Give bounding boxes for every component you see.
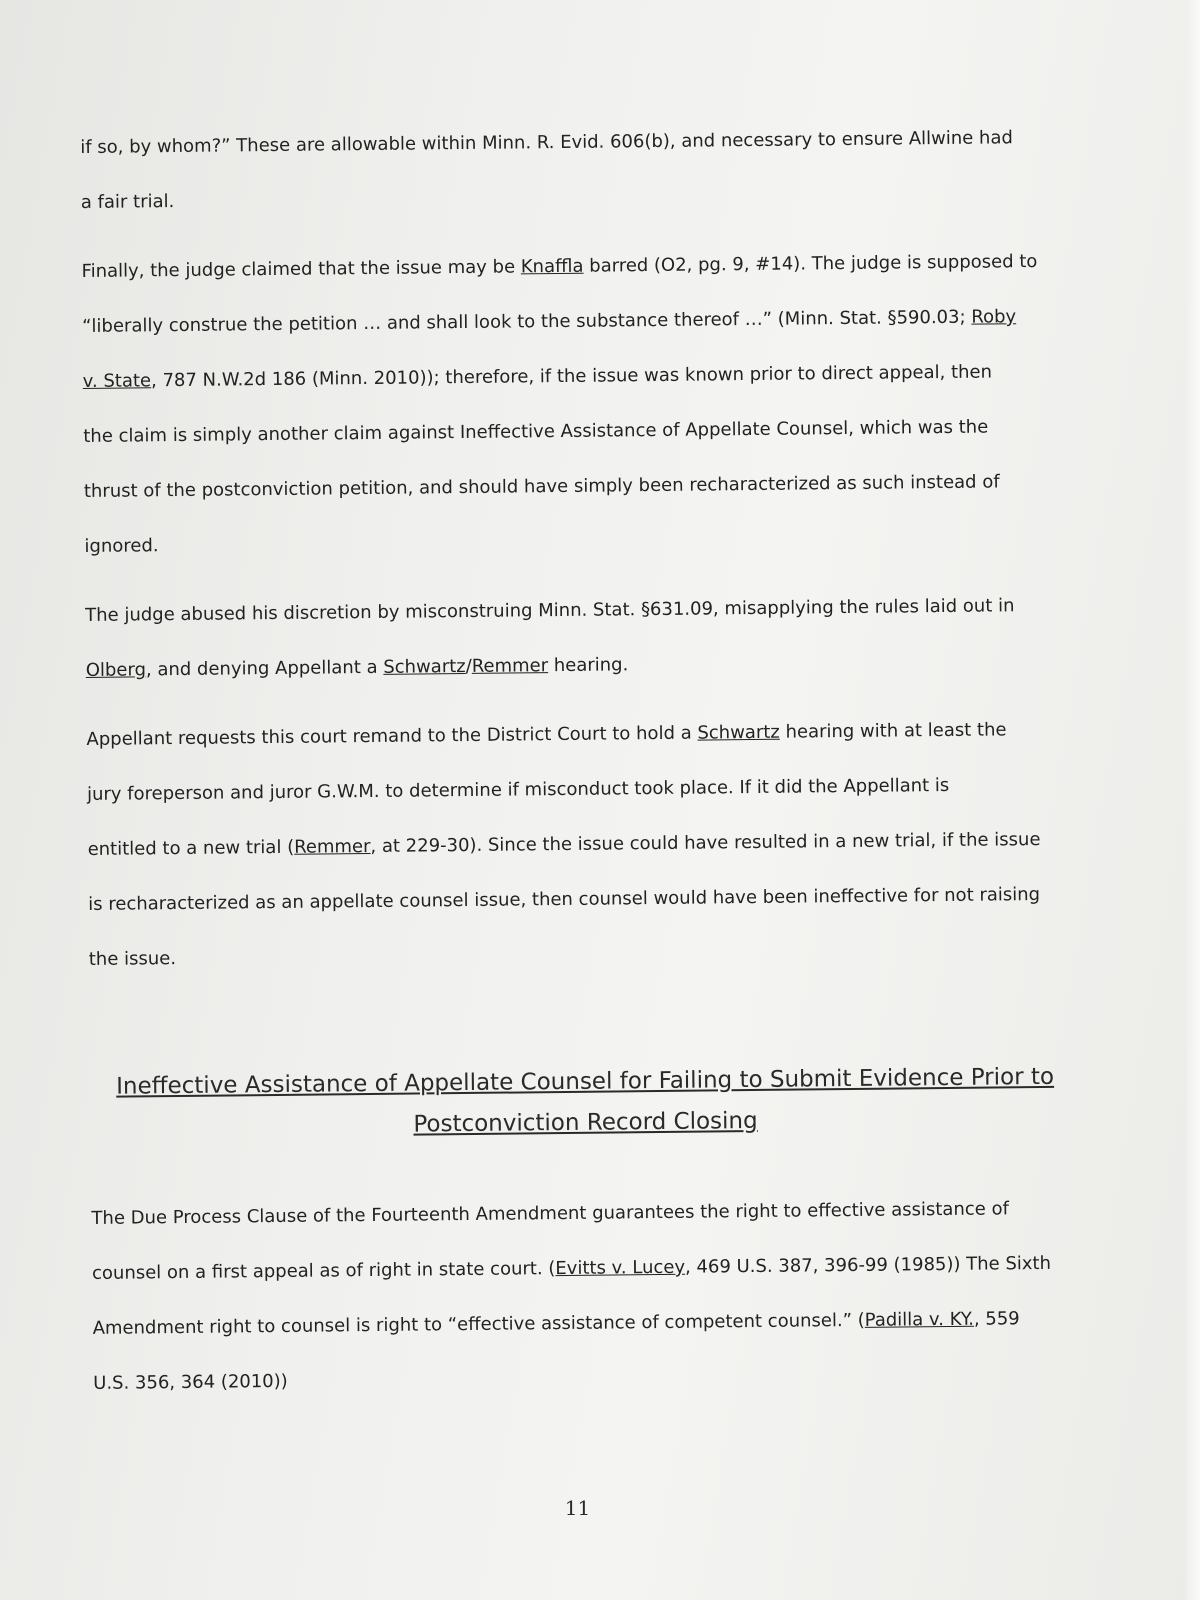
closing-paragraph xyxy=(91,1181,1083,1411)
text-segment: if so, by whom?” These are allowable within Minn. R. Evid. 606(b), and necessary to ensure Allwine had xyxy=(80,127,1013,158)
case-citation: Schwartz xyxy=(697,721,780,744)
text-segment: , 559 xyxy=(973,1308,1020,1330)
text-segment: barred (O2, pg. 9, #14). The judge is supposed to xyxy=(583,250,1038,277)
text-segment: The Due Process Clause of the Fourteenth Amendment guarantees the right to effective assistance of xyxy=(91,1198,1009,1229)
case-citation: Schwartz xyxy=(383,655,466,678)
closing-paragraph-line-3 xyxy=(92,1291,1083,1356)
case-citation: Remmer xyxy=(294,835,371,858)
case-citation: Roby xyxy=(971,306,1017,328)
paragraph-2 xyxy=(81,234,1074,574)
text-segment: , 787 N.W.2d 186 (Minn. 2010)); therefore, if the issue was known prior to direct appeal, then xyxy=(150,361,993,392)
section-heading-line-1: Ineffective Assistance of Appellate Counsel for Failing to Submit Evidence Prior to xyxy=(116,1063,1055,1100)
text-segment: , and denying Appellant a xyxy=(145,656,384,681)
section-heading-line-2: Postconviction Record Closing xyxy=(413,1107,758,1138)
text-segment: hearing with at least the xyxy=(779,719,1007,743)
body-paragraphs xyxy=(80,110,1079,987)
text-segment: Amendment right to counsel is right to “effective assistance of competent counsel.” ( xyxy=(92,1309,865,1339)
text-segment: The judge abused his discretion by misconstruing Minn. Stat. §631.09, misapplying the rules laid out in xyxy=(85,595,1015,626)
case-citation: Padilla v. KY. xyxy=(864,1308,975,1331)
case-citation: Evitts v. Lucey xyxy=(555,1256,686,1280)
text-segment: Finally, the judge claimed that the issue may be xyxy=(81,256,521,282)
text-segment: U.S. 356, 364 (2010)) xyxy=(93,1370,288,1394)
text-segment: thrust of the postconviction petition, and should have simply been recharacterized as such instead of xyxy=(83,471,1000,502)
case-citation: Olberg xyxy=(85,659,147,681)
paragraph-3 xyxy=(85,578,1076,698)
document-body xyxy=(80,110,1083,1411)
text-segment: Appellant requests this court remand to the District Court to hold a xyxy=(86,722,698,750)
text-segment: hearing. xyxy=(547,654,629,677)
case-citation: v. State xyxy=(82,370,152,392)
text-segment: , 469 U.S. 387, 396-99 (1985)) The Sixth xyxy=(684,1252,1052,1278)
paragraph-3-line-1 xyxy=(85,578,1076,643)
text-segment: / xyxy=(465,655,472,677)
case-citation: Remmer xyxy=(471,655,549,677)
closing-paragraph-line-4 xyxy=(93,1346,1084,1411)
page-number: 11 xyxy=(564,1496,591,1520)
text-segment: “liberally construe the petition … and shall look to the substance thereof …” (Minn. Stat. §590.03; xyxy=(82,306,972,337)
page-edge xyxy=(1186,0,1200,1600)
text-segment: , at 229-30). Since the issue could have resulted in a new trial, if the issue xyxy=(370,828,1041,857)
paragraph-1 xyxy=(80,110,1071,230)
text-segment: the claim is simply another claim against Ineffective Assistance of Appellate Counsel, which was the xyxy=(83,416,989,447)
text-segment: the issue. xyxy=(88,948,177,970)
text-segment: counsel on a first appeal as of right in state court. ( xyxy=(91,1258,556,1284)
text-segment: jury foreperson and juror G.W.M. to determine if misconduct took place. If it did the Appellant is xyxy=(86,774,950,805)
section-heading xyxy=(90,1057,1081,1149)
paragraph-2-line-5 xyxy=(84,454,1075,519)
case-citation: Knaffla xyxy=(520,255,584,278)
text-segment: entitled to a new trial ( xyxy=(87,836,295,860)
paragraph-4-line-4 xyxy=(88,867,1079,932)
paragraph-1-line-1 xyxy=(80,110,1071,175)
text-segment: is recharacterized as an appellate counsel issue, then counsel would have been ineffective for not raising xyxy=(88,883,1041,915)
paragraph-4-line-5 xyxy=(89,922,1080,987)
text-segment: a fair trial. xyxy=(80,191,175,213)
paragraph-4 xyxy=(86,702,1079,987)
text-segment: ignored. xyxy=(84,535,159,557)
